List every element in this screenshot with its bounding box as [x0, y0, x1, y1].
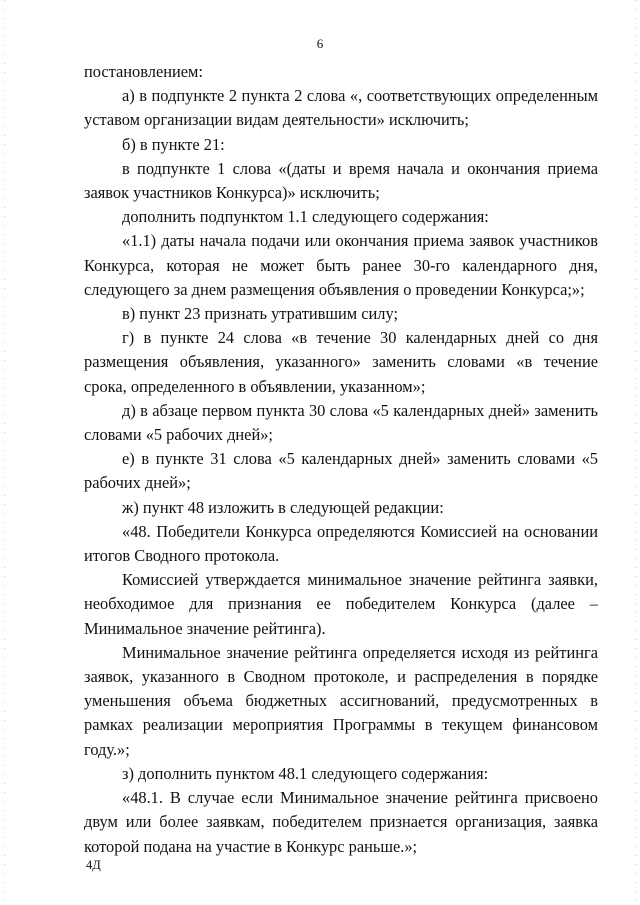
- footer-code: 4Д: [86, 858, 101, 872]
- paragraph: б) в пункте 21:: [122, 134, 225, 154]
- paragraph: в подпункте 1 слова «(даты и время начала и окончания приема заявок участников Конкурса)» исключить;: [84, 158, 598, 203]
- scan-margin-right: [635, 0, 637, 905]
- document-body: [84, 60, 598, 859]
- paragraph: д) в абзаце первом пункта 30 слова «5 календарных дней» заменить словами «5 рабочих дней»;: [84, 400, 598, 445]
- scan-margin-left: [4, 0, 6, 905]
- paragraph: г) в пункте 24 слова «в течение 30 календарных дней со дня размещения объявления, указанного» заменить словами «в течение срока, определенного в объявлении, указанном»;: [84, 328, 598, 396]
- page-number: 6: [316, 36, 324, 51]
- paragraph: в) пункт 23 признать утратившим силу;: [122, 304, 398, 324]
- paragraph: Минимальное значение рейтинга определяется исходя из рейтинга заявок, указанного в Сводном протоколе, и распределения в порядке уменьшения объема бюджетных ассигнований, предусмотренных в рамках реализации мероприятия Программы в текущем финансовом году.»;: [84, 642, 598, 759]
- paragraph: постановлением:: [84, 62, 203, 81]
- paragraph: е) в пункте 31 слова «5 календарных дней» заменить словами «5 рабочих дней»;: [84, 449, 598, 493]
- paragraph: дополнить подпунктом 1.1 следующего содержания:: [122, 207, 489, 227]
- paragraph: «48. Победители Конкурса определяются Комиссией на основании итогов Сводного протокола.: [84, 521, 598, 566]
- paragraph: «1.1) даты начала подачи или окончания приема заявок участников Конкурса, которая не может быть ранее 30-го календарного дня, следующего за днем размещения объявления о проведении Конкурса;»;: [84, 231, 598, 299]
- paragraph: Комиссией утверждается минимальное значение рейтинга заявки, необходимое для признания ее победителем Конкурса (далее – Минимальное значение рейтинга).: [84, 570, 598, 638]
- paragraph: з) дополнить пунктом 48.1 следующего содержания:: [122, 763, 489, 783]
- paragraph: а) в подпункте 2 пункта 2 слова «, соответствующих определенным уставом организации видам деятельности» исключить;: [84, 86, 598, 130]
- paragraph: ж) пункт 48 изложить в следующей редакции:: [122, 497, 444, 517]
- paragraph: «48.1. В случае если Минимальное значение рейтинга присвоено двум или более заявкам, победителем признается организация, заявка которой подана на участие в Конкурс раньше.»;: [84, 788, 598, 856]
